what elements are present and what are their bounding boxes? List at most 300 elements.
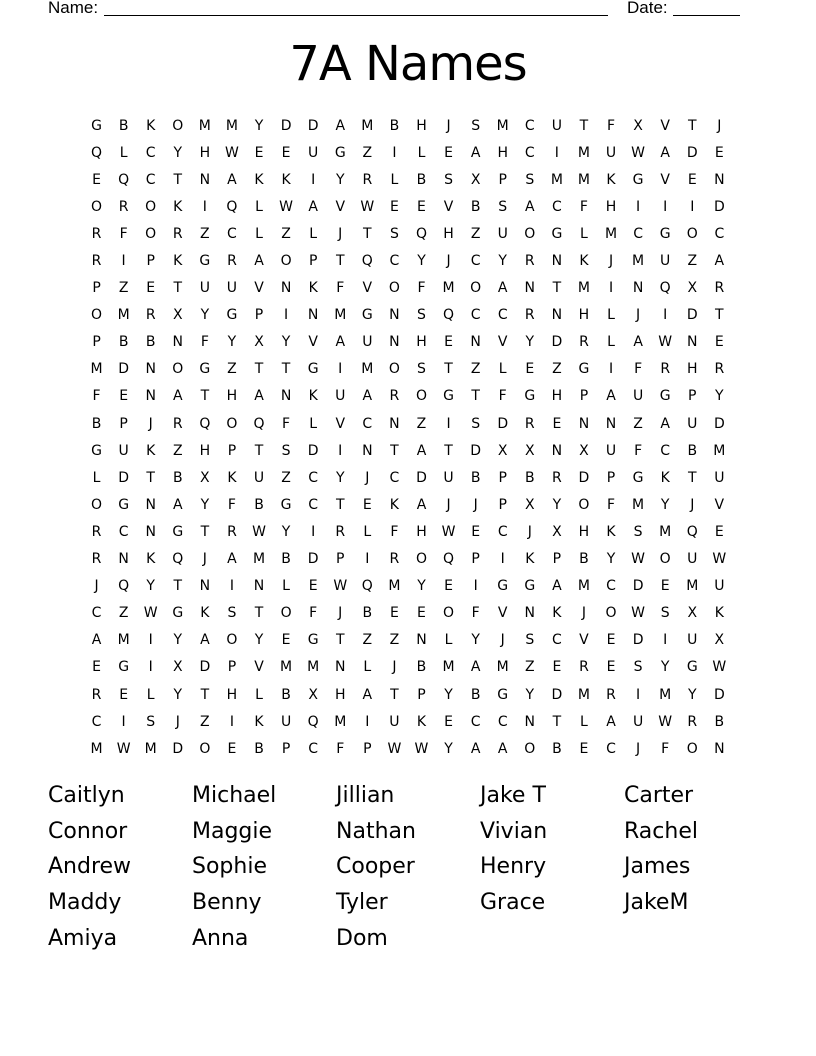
grid-letter: B: [281, 686, 291, 703]
grid-letter: C: [145, 171, 156, 188]
grid-letter: F: [634, 442, 643, 459]
grid-letter: S: [633, 659, 643, 676]
grid-letter: I: [148, 632, 153, 649]
grid-letter: D: [551, 686, 563, 703]
grid-letter: N: [280, 280, 292, 297]
grid-letter: X: [714, 632, 725, 649]
grid-letter: M: [334, 307, 347, 324]
grid-letter: I: [554, 144, 559, 161]
grid-letter: G: [91, 117, 102, 134]
grid-letter: D: [307, 551, 319, 568]
grid-letter: N: [118, 551, 129, 568]
grid-letter: L: [390, 171, 399, 188]
grid-letter: Q: [361, 578, 373, 595]
grid-letter: O: [686, 740, 698, 757]
grid-letter: U: [551, 117, 562, 134]
grid-letter: E: [119, 686, 129, 703]
grid-letter: M: [632, 496, 645, 513]
grid-letter: G: [118, 659, 130, 676]
grid-letter: T: [173, 280, 183, 297]
grid-letter: K: [146, 442, 156, 459]
word-list-item: Caitlyn: [48, 783, 125, 809]
grid-letter: C: [91, 713, 102, 730]
grid-letter: E: [714, 144, 724, 161]
grid-letter: A: [660, 415, 670, 432]
grid-letter: Z: [362, 632, 373, 649]
grid-letter: Z: [200, 713, 210, 730]
grid-letter: Y: [660, 659, 670, 676]
grid-letter: N: [199, 578, 211, 595]
grid-letter: W: [631, 551, 646, 568]
grid-letter: K: [308, 388, 318, 405]
grid-letter: Y: [660, 496, 670, 513]
grid-letter: M: [90, 740, 103, 757]
grid-letter: Y: [281, 334, 291, 351]
grid-letter: Y: [417, 578, 426, 595]
grid-letter: N: [524, 605, 536, 622]
grid-letter: A: [91, 632, 102, 649]
grid-letter: P: [552, 551, 562, 568]
grid-letter: V: [335, 415, 346, 432]
grid-letter: K: [254, 713, 264, 730]
grid-letter: T: [687, 469, 697, 486]
grid-letter: T: [173, 578, 183, 595]
grid-letter: B: [362, 605, 373, 622]
grid-letter: V: [497, 334, 508, 351]
date-blank-line: [673, 15, 740, 16]
grid-letter: A: [362, 388, 373, 405]
grid-letter: B: [416, 171, 427, 188]
grid-letter: N: [389, 415, 400, 432]
grid-letter: Q: [199, 415, 211, 432]
grid-letter: R: [172, 225, 183, 242]
grid-letter: E: [525, 361, 535, 378]
grid-letter: X: [579, 442, 589, 459]
grid-letter: P: [471, 551, 480, 568]
grid-letter: G: [199, 253, 211, 270]
grid-letter: L: [417, 144, 426, 161]
grid-letter: C: [497, 523, 508, 540]
grid-letter: O: [605, 605, 617, 622]
grid-letter: E: [444, 713, 453, 730]
grid-letter: B: [172, 469, 183, 486]
grid-letter: A: [308, 198, 318, 215]
grid-letter: T: [254, 605, 264, 622]
grid-letter: A: [172, 496, 183, 513]
grid-letter: N: [172, 334, 184, 351]
name-date-header: [48, 0, 748, 20]
grid-letter: N: [307, 307, 319, 324]
grid-letter: A: [227, 551, 237, 568]
grid-letter: C: [606, 740, 616, 757]
grid-letter: M: [442, 280, 455, 297]
grid-letter: R: [91, 551, 102, 568]
grid-letter: Z: [200, 225, 210, 242]
grid-letter: N: [362, 442, 373, 459]
grid-letter: A: [470, 144, 481, 161]
grid-letter: H: [199, 442, 211, 459]
grid-letter: S: [633, 523, 643, 540]
grid-letter: N: [551, 253, 563, 270]
grid-letter: I: [229, 578, 234, 595]
grid-letter: N: [145, 496, 156, 513]
grid-letter: F: [390, 523, 399, 540]
grid-letter: X: [687, 280, 698, 297]
grid-letter: R: [524, 253, 535, 270]
grid-letter: U: [687, 551, 698, 568]
grid-letter: S: [146, 713, 156, 730]
grid-letter: O: [280, 253, 292, 270]
grid-letter: K: [281, 171, 291, 188]
grid-letter: D: [497, 415, 509, 432]
grid-letter: D: [118, 361, 129, 378]
word-list-item: Jillian: [336, 783, 395, 809]
grid-letter: V: [254, 659, 264, 676]
grid-letter: B: [254, 496, 264, 513]
grid-letter: I: [500, 551, 505, 568]
grid-letter: J: [148, 415, 153, 432]
grid-letter: I: [608, 361, 614, 378]
grid-letter: R: [227, 523, 237, 540]
grid-letter: C: [145, 144, 156, 161]
grid-letter: W: [712, 659, 727, 676]
grid-letter: U: [632, 388, 644, 405]
grid-letter: L: [580, 713, 588, 730]
grid-letter: Y: [200, 496, 210, 513]
grid-letter: I: [148, 659, 153, 676]
grid-letter: T: [173, 171, 183, 188]
grid-letter: L: [146, 686, 155, 703]
grid-letter: D: [307, 117, 319, 134]
grid-letter: R: [145, 307, 156, 324]
grid-letter: X: [254, 334, 264, 351]
grid-letter: R: [91, 523, 102, 540]
grid-letter: J: [581, 605, 587, 622]
grid-letter: X: [200, 469, 210, 486]
word-list-item: Maddy: [48, 890, 122, 916]
word-list-item: Michael: [192, 783, 277, 809]
grid-letter: N: [145, 361, 156, 378]
grid-letter: U: [443, 469, 454, 486]
grid-letter: J: [202, 551, 207, 568]
grid-letter: F: [200, 334, 209, 351]
grid-letter: O: [91, 307, 103, 324]
grid-letter: A: [227, 171, 237, 188]
grid-letter: B: [254, 740, 264, 757]
grid-letter: K: [173, 253, 183, 270]
grid-letter: T: [335, 253, 345, 270]
grid-letter: D: [551, 334, 563, 351]
grid-letter: Q: [118, 171, 130, 188]
letter-grid: [83, 112, 733, 762]
page-title: 7A Names: [289, 36, 527, 92]
name-blank-line: [104, 15, 608, 16]
grid-letter: V: [254, 280, 264, 297]
grid-letter: N: [632, 280, 644, 297]
grid-letter: Y: [335, 171, 345, 188]
grid-letter: Q: [443, 551, 455, 568]
grid-letter: D: [118, 469, 129, 486]
word-list-item: Cooper: [336, 854, 415, 880]
grid-letter: Z: [227, 361, 237, 378]
grid-letter: K: [173, 198, 183, 215]
grid-letter: C: [91, 605, 102, 622]
grid-letter: O: [172, 117, 184, 134]
grid-letter: K: [714, 605, 724, 622]
grid-letter: M: [577, 171, 590, 188]
grid-letter: L: [580, 225, 588, 242]
grid-letter: U: [335, 388, 346, 405]
grid-letter: S: [417, 307, 426, 324]
grid-letter: X: [687, 605, 698, 622]
grid-letter: E: [362, 496, 372, 513]
grid-letter: S: [417, 361, 426, 378]
grid-letter: C: [714, 225, 725, 242]
grid-letter: J: [365, 469, 370, 486]
grid-letter: N: [605, 415, 617, 432]
grid-letter: F: [661, 740, 670, 757]
grid-letter: C: [470, 253, 481, 270]
grid-letter: N: [145, 523, 156, 540]
grid-letter: E: [660, 578, 670, 595]
grid-letter: R: [714, 361, 725, 378]
grid-letter: B: [281, 551, 291, 568]
word-list: [48, 778, 768, 956]
grid-letter: L: [363, 523, 372, 540]
grid-letter: M: [550, 171, 563, 188]
grid-letter: W: [631, 605, 646, 622]
grid-letter: Y: [687, 686, 697, 703]
grid-letter: G: [334, 144, 346, 161]
grid-letter: E: [281, 144, 291, 161]
grid-letter: X: [552, 523, 562, 540]
grid-letter: M: [198, 117, 211, 134]
grid-letter: G: [632, 469, 644, 486]
grid-letter: N: [524, 713, 536, 730]
grid-letter: T: [390, 686, 399, 703]
grid-letter: R: [524, 415, 535, 432]
grid-letter: C: [633, 225, 643, 242]
grid-letter: C: [497, 307, 508, 324]
grid-letter: S: [525, 632, 535, 649]
grid-letter: W: [252, 523, 266, 540]
grid-letter: J: [175, 713, 180, 730]
grid-letter: D: [172, 740, 184, 757]
grid-letter: R: [91, 686, 102, 703]
grid-letter: K: [606, 523, 616, 540]
grid-letter: T: [444, 442, 453, 459]
grid-letter: A: [633, 334, 643, 351]
grid-letter: G: [91, 442, 102, 459]
grid-letter: A: [606, 388, 616, 405]
grid-letter: F: [227, 496, 236, 513]
grid-letter: R: [118, 198, 129, 215]
grid-letter: U: [389, 713, 400, 730]
grid-letter: R: [579, 334, 589, 351]
grid-letter: O: [686, 225, 698, 242]
grid-letter: M: [577, 144, 590, 161]
grid-letter: J: [608, 253, 614, 270]
grid-letter: H: [226, 388, 238, 405]
grid-letter: B: [524, 469, 535, 486]
grid-letter: C: [308, 469, 319, 486]
grid-letter: M: [496, 117, 509, 134]
grid-letter: G: [497, 686, 509, 703]
grid-letter: E: [606, 632, 616, 649]
grid-letter: P: [498, 171, 507, 188]
grid-letter: H: [226, 686, 238, 703]
grid-letter: Y: [281, 523, 291, 540]
grid-letter: I: [338, 442, 343, 459]
grid-letter: U: [308, 144, 319, 161]
grid-letter: O: [172, 361, 184, 378]
grid-letter: X: [470, 171, 481, 188]
grid-letter: E: [444, 578, 453, 595]
grid-letter: A: [497, 740, 508, 757]
grid-letter: J: [473, 496, 478, 513]
grid-letter: F: [119, 225, 128, 242]
grid-letter: H: [578, 307, 590, 324]
grid-letter: P: [308, 253, 318, 270]
grid-letter: T: [200, 388, 210, 405]
grid-letter: V: [660, 117, 670, 134]
grid-letter: M: [577, 686, 590, 703]
grid-letter: W: [712, 551, 727, 568]
word-list-item: JakeM: [624, 890, 689, 916]
name-label: Name:: [48, 0, 99, 17]
grid-letter: Y: [173, 632, 183, 649]
grid-letter: O: [388, 280, 400, 297]
grid-letter: G: [280, 496, 292, 513]
grid-letter: Q: [118, 578, 130, 595]
grid-letter: C: [308, 740, 319, 757]
grid-letter: O: [415, 388, 427, 405]
grid-letter: Y: [498, 253, 507, 270]
grid-letter: L: [444, 632, 453, 649]
grid-letter: B: [470, 469, 481, 486]
grid-letter: I: [690, 198, 695, 215]
grid-letter: T: [687, 117, 697, 134]
word-list-item: Amiya: [48, 925, 118, 951]
grid-letter: I: [392, 144, 397, 161]
grid-letter: G: [659, 388, 671, 405]
grid-letter: Z: [281, 469, 291, 486]
grid-letter: T: [335, 632, 345, 649]
grid-letter: C: [118, 523, 129, 540]
grid-letter: J: [446, 496, 451, 513]
grid-letter: N: [145, 388, 156, 405]
grid-letter: K: [308, 280, 318, 297]
grid-letter: V: [443, 198, 454, 215]
grid-letter: B: [552, 740, 562, 757]
grid-letter: K: [606, 171, 616, 188]
grid-letter: I: [121, 253, 126, 270]
grid-letter: T: [552, 280, 562, 297]
grid-letter: P: [146, 253, 155, 270]
grid-letter: C: [470, 713, 481, 730]
grid-letter: L: [607, 307, 615, 324]
grid-letter: U: [687, 415, 698, 432]
grid-letter: X: [524, 496, 535, 513]
grid-letter: M: [361, 117, 374, 134]
grid-letter: F: [336, 740, 345, 757]
word-list-item: Tyler: [336, 890, 388, 916]
grid-letter: P: [336, 551, 345, 568]
grid-letter: G: [172, 605, 184, 622]
grid-letter: R: [552, 469, 562, 486]
grid-letter: D: [713, 198, 725, 215]
grid-letter: Q: [226, 198, 238, 215]
grid-letter: X: [524, 442, 535, 459]
grid-letter: N: [578, 415, 590, 432]
grid-letter: Q: [361, 253, 373, 270]
grid-letter: G: [659, 225, 671, 242]
grid-letter: I: [473, 578, 478, 595]
grid-letter: S: [389, 225, 399, 242]
grid-letter: O: [443, 605, 455, 622]
grid-letter: G: [172, 523, 184, 540]
grid-letter: M: [144, 740, 157, 757]
grid-letter: E: [119, 388, 129, 405]
grid-letter: Y: [254, 117, 264, 134]
grid-letter: D: [713, 686, 725, 703]
grid-letter: V: [308, 334, 318, 351]
grid-letter: J: [636, 307, 641, 324]
grid-letter: M: [117, 632, 130, 649]
grid-letter: G: [686, 659, 698, 676]
grid-letter: P: [227, 659, 237, 676]
grid-letter: P: [227, 442, 237, 459]
grid-letter: C: [660, 442, 671, 459]
grid-letter: A: [497, 280, 508, 297]
grid-letter: D: [199, 659, 211, 676]
grid-letter: C: [606, 578, 616, 595]
grid-letter: M: [225, 117, 238, 134]
word-list-item: Andrew: [48, 854, 132, 880]
grid-letter: W: [279, 198, 293, 215]
grid-letter: I: [663, 198, 668, 215]
grid-letter: U: [605, 442, 617, 459]
grid-letter: O: [659, 551, 671, 568]
grid-letter: D: [632, 632, 644, 649]
grid-letter: W: [143, 605, 158, 622]
grid-letter: V: [579, 632, 589, 649]
grid-letter: E: [444, 334, 453, 351]
grid-letter: Z: [389, 632, 400, 649]
grid-letter: S: [525, 171, 535, 188]
grid-letter: O: [415, 551, 427, 568]
grid-letter: I: [663, 632, 668, 649]
grid-letter: V: [362, 280, 373, 297]
grid-letter: U: [714, 578, 725, 595]
word-list-item: Jake T: [480, 783, 546, 809]
grid-letter: I: [365, 551, 370, 568]
grid-letter: D: [416, 469, 427, 486]
grid-letter: Q: [307, 713, 319, 730]
grid-letter: Y: [444, 740, 453, 757]
grid-letter: S: [227, 605, 237, 622]
grid-letter: F: [579, 198, 588, 215]
grid-letter: N: [551, 442, 563, 459]
grid-letter: I: [284, 307, 289, 324]
grid-letter: E: [254, 144, 264, 161]
word-list-item: James: [624, 854, 691, 880]
grid-letter: G: [578, 361, 590, 378]
grid-letter: W: [631, 144, 646, 161]
grid-letter: Y: [417, 253, 426, 270]
grid-letter: V: [335, 198, 346, 215]
grid-letter: Q: [172, 551, 184, 568]
